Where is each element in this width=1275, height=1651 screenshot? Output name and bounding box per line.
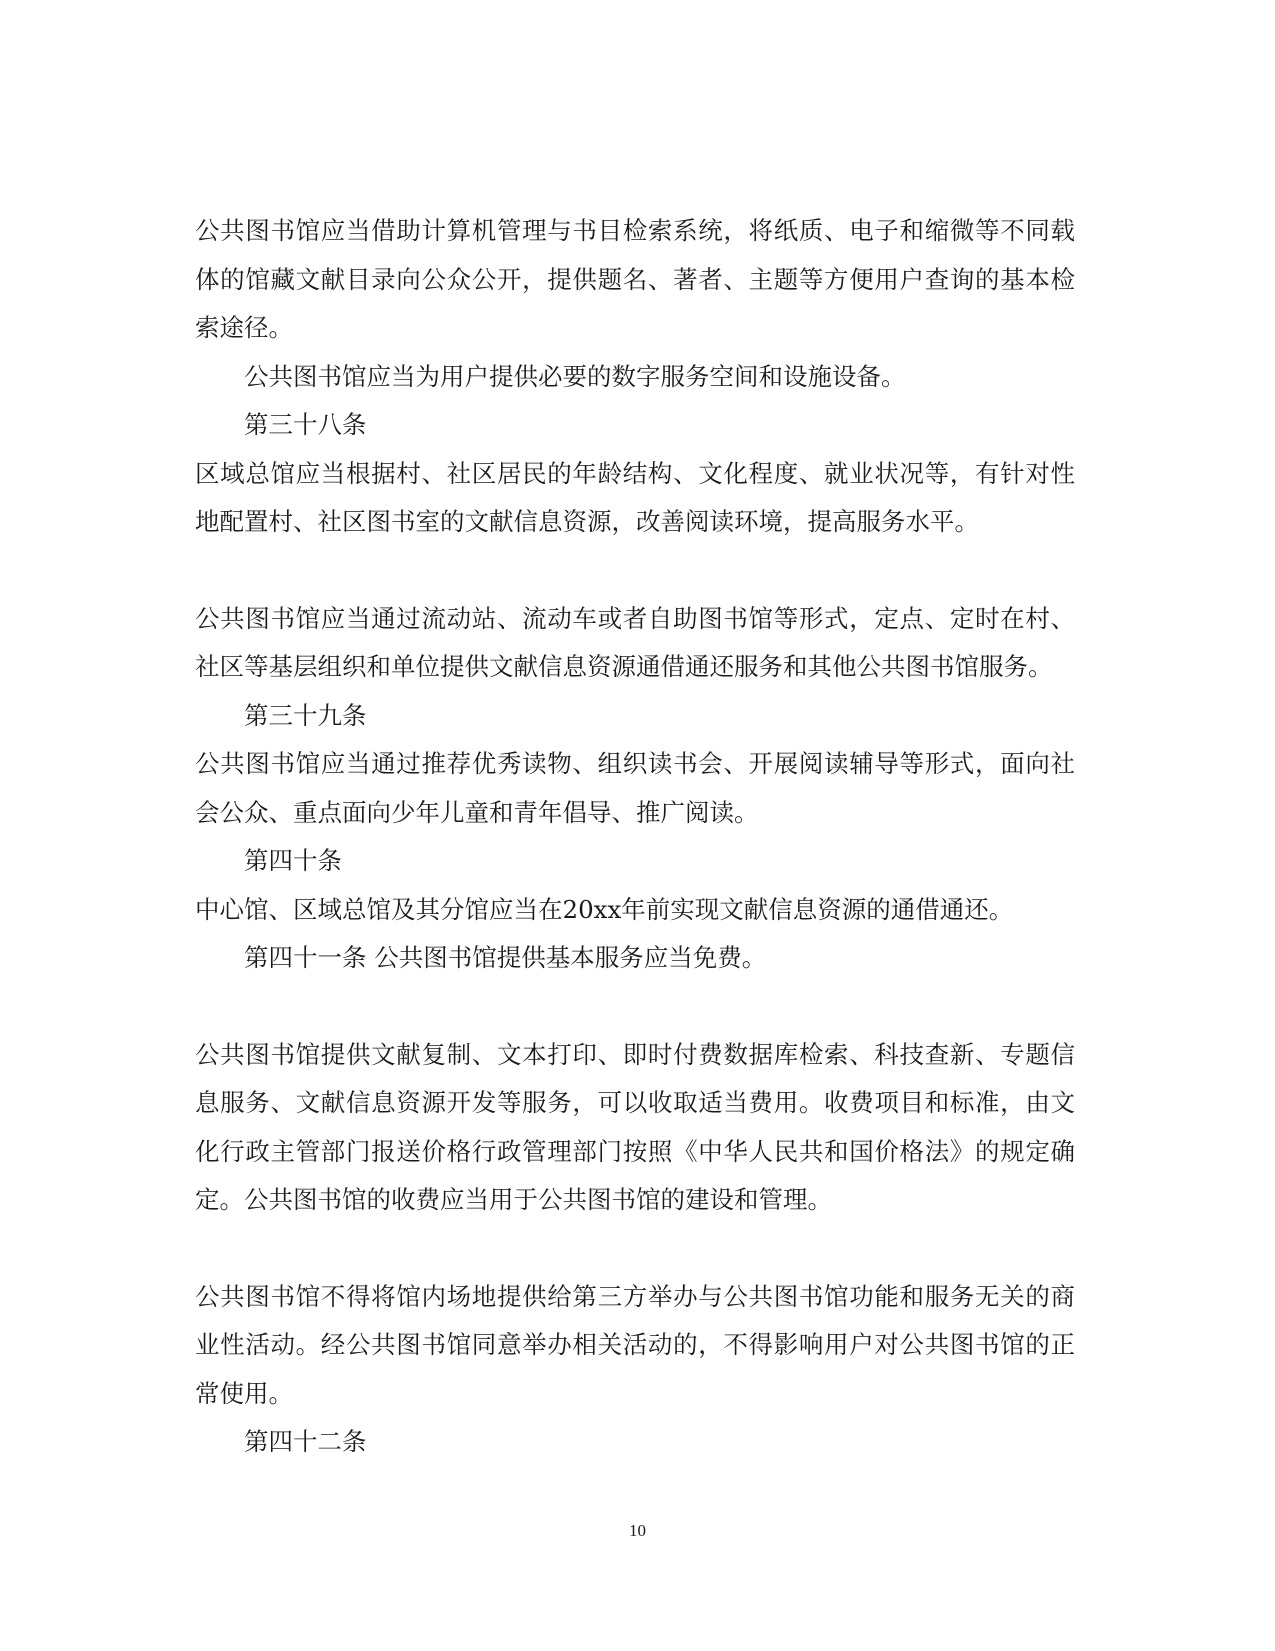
paragraph-digital-space: 公共图书馆应当为用户提供必要的数字服务空间和设施设备。 [244, 361, 906, 391]
paragraph-reading-promotion: 公共图书馆应当通过推荐优秀读物、组织读书会、开展阅读辅导等形式，面向社会公众、重点面向少年儿童和青年倡导、推广阅读。 [195, 749, 1075, 827]
article-heading-39: 第三十九条 [244, 700, 367, 730]
paragraph-fees: 公共图书馆提供文献复制、文本打印、即时付费数据库检索、科技查新、专题信息服务、文献信息资源开发等服务，可以收取适当费用。收费项目和标准，由文化行政主管部门报送价格行政管理部门按照《中华人民共和国价格法》的规定确定。公共图书馆的收费应当用于公共图书馆的建设和管理。 [195, 1039, 1075, 1214]
article-heading-42: 第四十二条 [244, 1427, 367, 1456]
document-body [195, 207, 1075, 1467]
paragraph-mobile-service: 公共图书馆应当通过流动站、流动车或者自助图书馆等形式，定点、定时在村、社区等基层组织和单位提供文献信息资源通借通还服务和其他公共图书馆服务。 [195, 603, 1075, 681]
paragraph-catalog-access: 公共图书馆应当借助计算机管理与书目检索系统，将纸质、电子和缩微等不同载体的馆藏文献目录向公众公开，提供题名、著者、主题等方便用户查询的基本检索途径。 [195, 216, 1075, 342]
paragraph-interlibrary-loan: 中心馆、区域总馆及其分馆应当在20xx年前实现文献信息资源的通借通还。 [195, 894, 1014, 924]
article-heading-41: 第四十一条 公共图书馆提供基本服务应当免费。 [244, 943, 767, 972]
article-heading-38: 第三十八条 [244, 410, 367, 439]
paragraph-commercial-activities: 公共图书馆不得将馆内场地提供给第三方举办与公共图书馆功能和服务无关的商业性活动。经公共图书馆同意举办相关活动的，不得影响用户对公共图书馆的正常使用。 [195, 1281, 1075, 1408]
article-heading-40: 第四十条 [244, 846, 342, 875]
paragraph-regional-branch: 区域总馆应当根据村、社区居民的年龄结构、文化程度、就业状况等，有针对性地配置村、社区图书室的文献信息资源，改善阅读环境，提高服务水平。 [195, 458, 1075, 536]
page-number: 10 [629, 1521, 646, 1540]
